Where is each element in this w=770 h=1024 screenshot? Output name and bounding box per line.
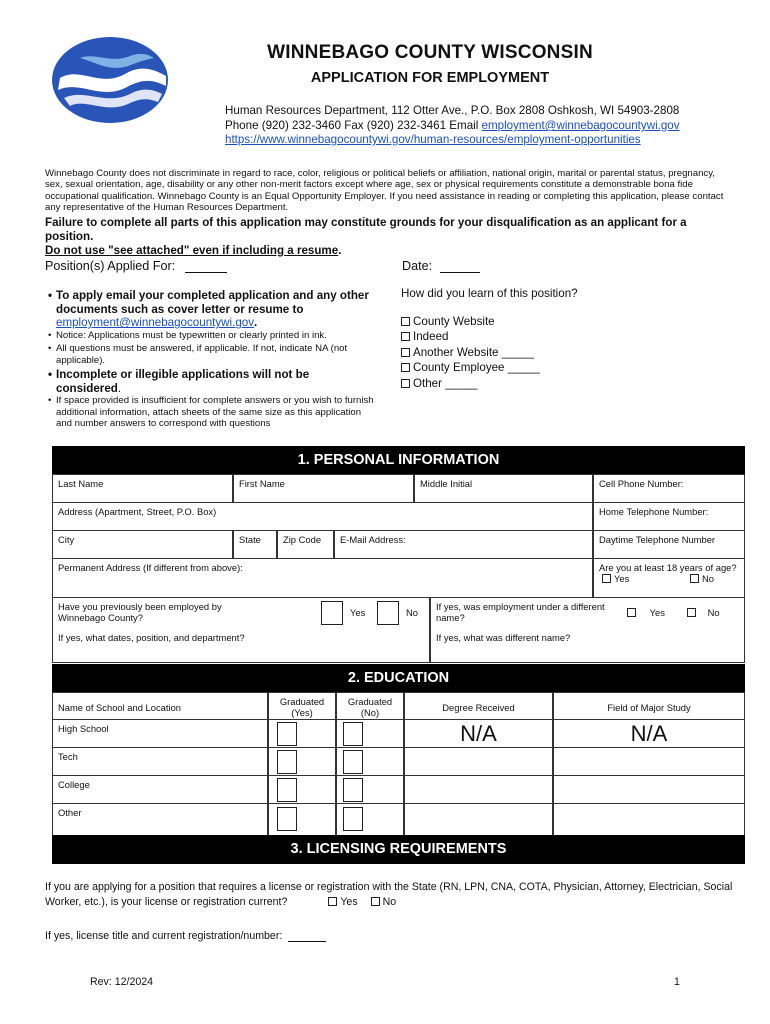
cell-phone-field[interactable]: Cell Phone Number:	[593, 474, 745, 503]
college-field-study[interactable]	[553, 775, 745, 804]
other-grad-yes-cell	[268, 803, 336, 836]
college-grad-yes-box[interactable]	[277, 778, 297, 802]
college-grad-no-box[interactable]	[343, 778, 363, 802]
learn-option-indeed[interactable]: Indeed	[401, 330, 448, 343]
hs-grad-no-cell	[336, 719, 404, 748]
tech-grad-no-cell	[336, 747, 404, 776]
date-blank[interactable]	[440, 272, 480, 273]
insufficient-instruction: • If space provided is insufficient for complete answers or you wish to furnish additional information, attach sheets of the same size as this application and number answers to correspond with questions	[48, 395, 374, 430]
learn-option-county-employee[interactable]: County Employee _____	[401, 361, 540, 374]
license-title-field[interactable]	[45, 930, 326, 942]
position-blank[interactable]	[185, 272, 227, 273]
learn-option-county-website[interactable]: County Website	[401, 315, 495, 328]
revision-date: Rev: 12/2024	[90, 976, 154, 988]
position-label: Position(s) Applied For	[45, 259, 172, 273]
diff-name-yes-option[interactable]: Yes	[627, 607, 665, 618]
page-number: 1	[674, 976, 680, 988]
last-name-field[interactable]: Last Name	[52, 474, 233, 503]
learn-question: How did you learn of this position?	[401, 287, 578, 300]
edu-row-high-school: High School	[52, 719, 268, 748]
license-yes-option[interactable]: Yes	[328, 896, 357, 908]
license-no-option[interactable]: No	[371, 896, 397, 908]
incomplete-text: Incomplete or illegible applications will not be considered	[56, 368, 310, 395]
different-name-question	[430, 597, 745, 629]
phone-fax: Phone (920) 232-3460 Fax (920) 232-3461 Email	[225, 119, 479, 132]
prev-employment-question	[52, 597, 430, 629]
age-question-text: Are you at least 18 years of age?	[599, 562, 737, 573]
checkbox-icon[interactable]	[371, 897, 380, 906]
license-title-blank[interactable]	[288, 941, 326, 942]
other-grad-yes-box[interactable]	[277, 807, 297, 831]
other-grad-no-cell	[336, 803, 404, 836]
edu-row-other: Other	[52, 803, 268, 836]
dates-position-field[interactable]: If yes, what dates, position, and department?	[52, 629, 430, 663]
answer-all-instruction: • All questions must be answered, if applicable. If not, indicate NA (not applicable).	[48, 343, 348, 366]
age-no-option[interactable]: No	[690, 573, 714, 584]
daytime-phone-field[interactable]: Daytime Telephone Number	[593, 530, 745, 559]
address-field[interactable]: Address (Apartment, Street, P.O. Box)	[52, 502, 593, 531]
non-discrimination-statement: Winnebago County does not discriminate in regard to race, color, religious or political beliefs or affiliation, national origin, marital or parental status, pregnancy, sex, sexual orientation, age, disability or any other non-merit factors except where age, sex or physical requirements constitute a demonstrable bona fide occupational qualification. Winnebago County is an Equal Opportunity Employer. If you need assistance in reading or completing this application, please contact any representative of the Human Resources Department.	[45, 168, 724, 214]
form-subtitle: APPLICATION FOR EMPLOYMENT	[310, 70, 550, 86]
email-link[interactable]: employment@winnebagocountywi.gov	[481, 119, 680, 132]
no-attached-text: Do not use "see attached" even if including a resume	[45, 244, 339, 257]
prev-employment-text: Have you previously been employed by Winnebago County?	[58, 601, 222, 623]
prev-employment-no-label: No	[406, 607, 418, 618]
graduated-yes-header: Graduated (Yes)	[268, 692, 336, 720]
city-field[interactable]: City	[52, 530, 233, 559]
prev-employment-yes-label: Yes	[350, 607, 366, 618]
tech-grad-no-box[interactable]	[343, 750, 363, 774]
hr-address: Human Resources Department, 112 Otter Ave., P.O. Box 2808 Oshkosh, WI 54903-2808	[225, 104, 680, 117]
notice-instruction: • Notice: Applications must be typewritten or clearly printed in ink.	[48, 330, 327, 341]
college-degree-field[interactable]	[404, 775, 553, 804]
hr-contact	[225, 119, 680, 132]
hs-grad-yes-cell	[268, 719, 336, 748]
checkbox-icon[interactable]	[690, 574, 699, 583]
edu-row-college: College	[52, 775, 268, 804]
checkbox-icon[interactable]	[602, 574, 611, 583]
checkbox-icon[interactable]	[401, 332, 410, 341]
checkbox-icon[interactable]	[401, 363, 410, 372]
tech-grad-yes-box[interactable]	[277, 750, 297, 774]
form-title: WINNEBAGO COUNTY WISCONSIN	[267, 42, 593, 63]
other-degree-field[interactable]	[404, 803, 553, 836]
school-header: Name of School and Location	[52, 692, 268, 720]
failure-text: Failure to complete all parts of this application may constitute grounds for your disqualification as an applicant for a position.	[45, 216, 687, 243]
hs-field-study[interactable]: N/A	[553, 719, 745, 748]
county-logo	[50, 36, 172, 124]
home-phone-field[interactable]: Home Telephone Number:	[593, 502, 745, 531]
tech-grad-yes-cell	[268, 747, 336, 776]
date-label: Date:	[402, 259, 433, 273]
different-name-text: If yes, was employment under a different name?	[436, 601, 605, 623]
prev-employment-yes-box[interactable]	[321, 601, 343, 625]
zip-field[interactable]: Zip Code	[277, 530, 334, 559]
checkbox-icon[interactable]	[401, 379, 410, 388]
first-name-field[interactable]: First Name	[233, 474, 414, 503]
diff-name-no-option[interactable]: No	[687, 607, 720, 618]
apply-email-link[interactable]: employment@winnebagocountywi.gov	[56, 316, 255, 330]
other-field-study[interactable]	[553, 803, 745, 836]
edu-row-tech: Tech	[52, 747, 268, 776]
middle-initial-field[interactable]: Middle Initial	[414, 474, 593, 503]
section-personal-header: 1. PERSONAL INFORMATION	[52, 446, 745, 474]
college-grad-no-cell	[336, 775, 404, 804]
checkbox-icon[interactable]	[328, 897, 337, 906]
degree-header: Degree Received	[404, 692, 553, 720]
incomplete-instruction: • Incomplete or illegible applications will not be considered.	[48, 368, 310, 395]
college-grad-yes-cell	[268, 775, 336, 804]
learn-option-another-website[interactable]: Another Website _____	[401, 346, 534, 359]
different-name-field[interactable]: If yes, what was different name?	[430, 629, 745, 663]
learn-option-other[interactable]: Other _____	[401, 377, 477, 390]
age-question	[593, 558, 745, 598]
position-field[interactable]: Position(s) Applied For:	[45, 259, 227, 273]
failure-warning: Failure to complete all parts of this application may constitute grounds for your disqualification as an applicant for a position. Do not use "see attached" even if including a resume.	[45, 216, 735, 258]
graduated-no-header: Graduated (No)	[336, 692, 404, 720]
state-field[interactable]: State	[233, 530, 277, 559]
checkbox-icon[interactable]	[401, 317, 410, 326]
prev-employment-no-box[interactable]	[377, 601, 399, 625]
hs-grad-yes-box[interactable]	[277, 722, 297, 746]
section-licensing-header: 3. LICENSING REQUIREMENTS	[52, 835, 745, 864]
hs-grad-no-box[interactable]	[343, 722, 363, 746]
section-education-header: 2. EDUCATION	[52, 664, 745, 692]
tech-field-study[interactable]	[553, 747, 745, 776]
apply-email-text: To apply email your completed application and any other documents such as cover letter or resume to	[56, 289, 369, 316]
date-field[interactable]	[402, 259, 480, 273]
tech-degree-field[interactable]	[404, 747, 553, 776]
field-header: Field of Major Study	[553, 692, 745, 720]
email-field[interactable]: E-Mail Address:	[334, 530, 593, 559]
hs-degree-field[interactable]: N/A	[404, 719, 553, 748]
other-grad-no-box[interactable]	[343, 807, 363, 831]
checkbox-icon[interactable]	[627, 608, 636, 617]
checkbox-icon[interactable]	[401, 348, 410, 357]
apply-email-instruction: • To apply email your completed application and any other documents such as cover letter or resume to employment@winnebagocountywi.gov.	[48, 289, 369, 330]
license-question	[45, 880, 735, 910]
license-title-label: If yes, license title and current registration/number:	[45, 930, 283, 942]
license-question-text: If you are applying for a position that requires a license or registration with the State (RN, LPN, CNA, COTA, Physician, Attorney, Electrician, Social Worker, etc.), is your license or registration current?	[45, 881, 733, 908]
website-link[interactable]: https://www.winnebagocountywi.gov/human-resources/employment-opportunities	[225, 133, 641, 146]
age-yes-option[interactable]: Yes	[602, 573, 629, 584]
permanent-address-field[interactable]: Permanent Address (If different from above):	[52, 558, 593, 598]
checkbox-icon[interactable]	[687, 608, 696, 617]
